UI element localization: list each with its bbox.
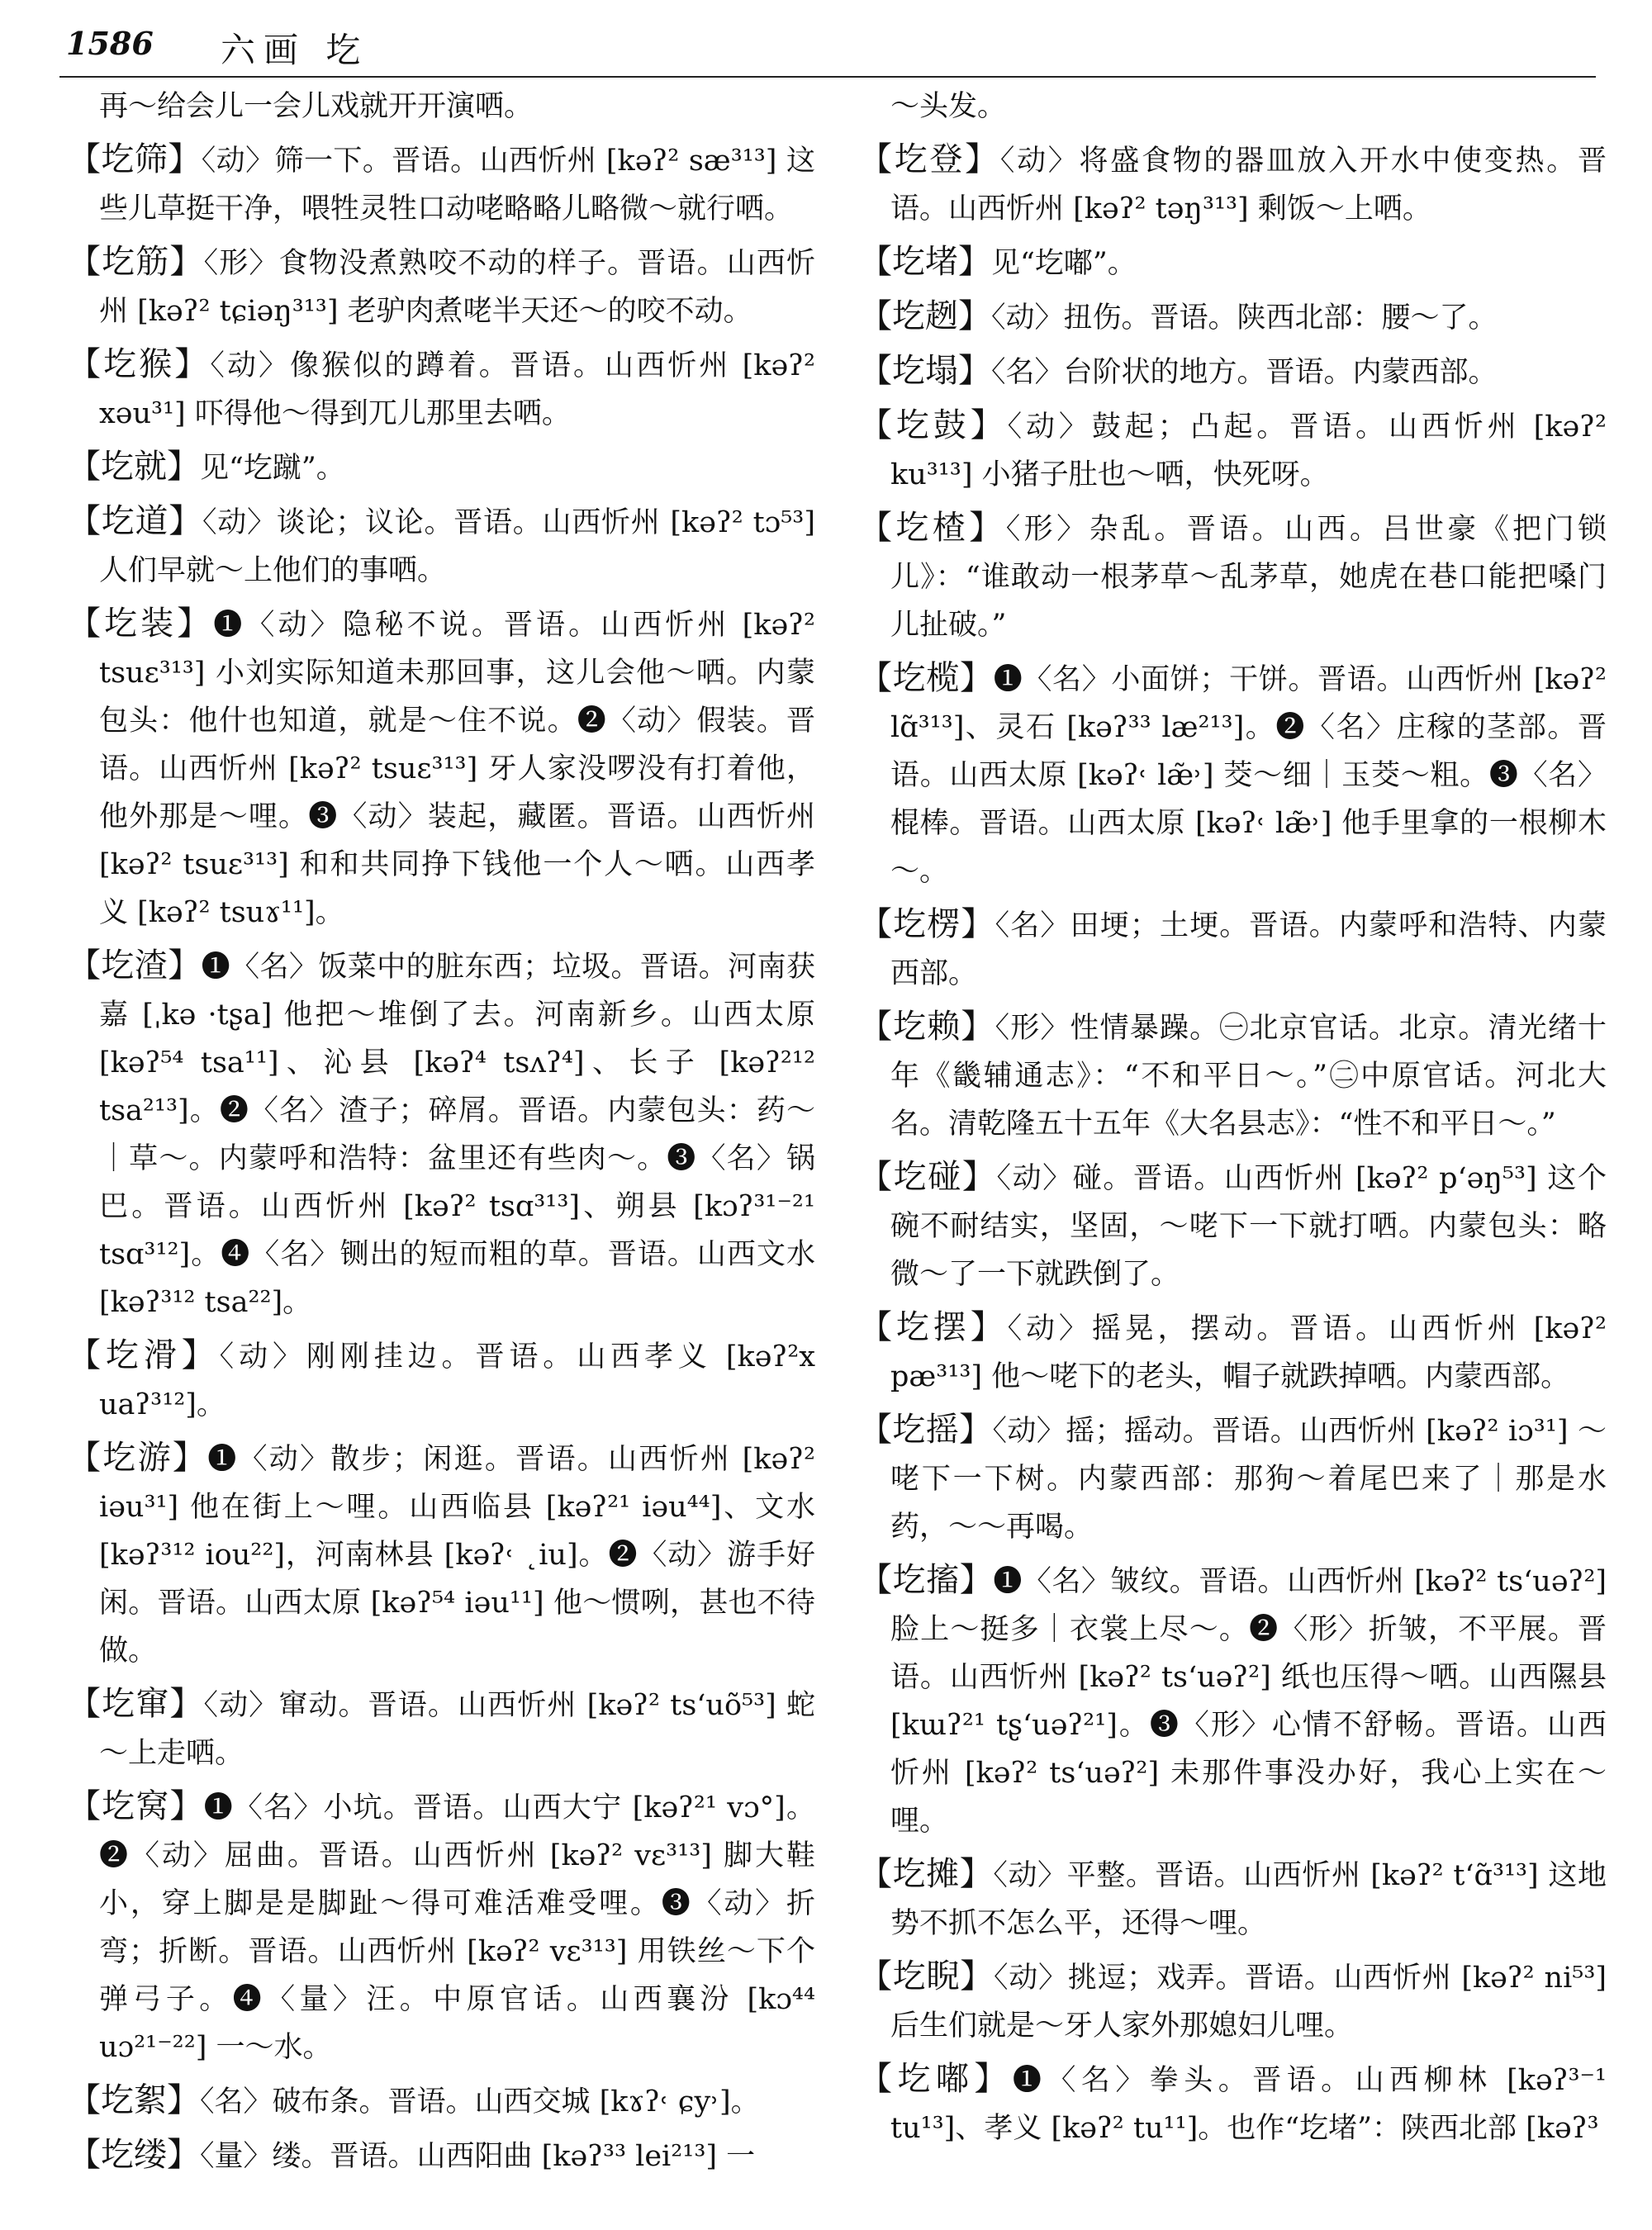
entry-definition: 〈名〉田埂；土埂。晋语。内蒙呼和浩特、内蒙西部。	[890, 909, 1607, 990]
left-column	[68, 83, 815, 2213]
entry-headword: 【圪塌】	[859, 352, 991, 390]
entry-definition: 〈名〉破布条。晋语。山西交城 [kɤʔ˓ ɕy˒]。	[200, 2085, 760, 2118]
entry-headword: 【圪装】	[68, 605, 214, 643]
entry-definition: 〈形〉性情暴躁。㊀北京官话。北京。清光绪十年《畿辅通志》：“不和平日～。”㊁中原官话。河北大名。清乾隆五十五年《大名县志》：“性不和平日～。”	[890, 1012, 1607, 1141]
dictionary-entry	[68, 2131, 815, 2180]
entry-headword: 【圪游】	[68, 1439, 208, 1477]
entry-definition: 〈动〉窜动。晋语。山西忻州 [kəʔ² tsʻuõ⁵³] 蛇～上走哂。	[99, 1689, 815, 1770]
entry-headword: 【圪窝】	[68, 1787, 204, 1825]
dictionary-entry	[859, 2055, 1607, 2152]
dictionary-entry	[68, 340, 815, 438]
entry-definition: 〈动〉摇；摇动。晋语。山西忻州 [kəʔ² iɔ³¹] ～咾下一下树。内蒙西部：那狗～着尾巴来了｜那是水药，～～再喝。	[890, 1415, 1607, 1544]
page-number: 1586	[66, 25, 154, 62]
entry-definition: 〈动〉平整。晋语。山西忻州 [kəʔ² tʻɑ̃³¹³] 这地势不抓不怎么平，还得～哩。	[890, 1859, 1607, 1940]
entry-headword: 【圪堵】	[859, 243, 991, 281]
dictionary-entry	[68, 600, 815, 937]
dictionary-entry	[68, 83, 815, 130]
dictionary-entry	[68, 2076, 815, 2126]
entry-definition: 〈动〉谈论；议论。晋语。山西忻州 [kəʔ² tɔ⁵³] 人们早就～上他们的事哂。	[99, 506, 815, 587]
page-header	[59, 23, 1596, 74]
entry-headword: 【圪睨】	[859, 1957, 994, 1995]
entry-definition: 〈形〉食物没煮熟咬不动的样子。晋语。山西忻州 [kəʔ² tɕiəŋ³¹³] 老驴肉煮咾半天还～的咬不动。	[99, 247, 815, 328]
entry-definition: 〈动〉像猴似的蹲着。晋语。山西忻州 [kəʔ² xəu³¹] 吓得他～得到兀儿那里去哂。	[99, 349, 815, 430]
header-rule	[59, 76, 1596, 78]
dictionary-entry	[859, 1003, 1607, 1148]
entry-headword: 【圪鼓】	[859, 406, 1008, 444]
entry-headword: 【圪渣】	[68, 947, 202, 985]
dictionary-entry	[68, 1782, 815, 2071]
entry-headword: 【圪楞】	[859, 905, 995, 943]
entry-headword: 【圪缕】	[68, 2136, 200, 2174]
entry-definition: 见“圪蹴”。	[200, 452, 345, 485]
dictionary-entry	[859, 1406, 1607, 1551]
dictionary-entry	[859, 1952, 1607, 2050]
entry-headword: 【圪碰】	[859, 1158, 997, 1196]
dictionary-entry	[859, 900, 1607, 998]
entry-definition: 〈量〉缕。晋语。山西阳曲 [kəʔ³³ lei²¹³] 一	[200, 2140, 756, 2173]
entry-definition: 〈动〉碰。晋语。山西忻州 [kəʔ² pʻəŋ⁵³] 这个碗不耐结实，坚固，～咾下一下就打哂。内蒙包头：略微～了一下就跌倒了。	[890, 1162, 1607, 1291]
entry-definition: 〈形〉杂乱。晋语。山西。吕世豪《把门锁儿》：“谁敢动一根茅草～乱茅草，她虎在巷口能把嗓门儿扯破。”	[890, 513, 1607, 642]
entry-definition: ❶〈名〉皱纹。晋语。山西忻州 [kəʔ² tsʻuəʔ²] 脸上～挺多｜衣裳上尽～。❷〈形〉折皱，不平展。晋语。山西忻州 [kəʔ² tsʻuəʔ²] 纸也压得～哂。山西隰县 [kɯʔ²¹ tʂʻuəʔ²¹]。❸〈形〉心情不舒畅。晋语。山西忻州 [kəʔ² tsʻuəʔ²] 未那件事没办好，我心上实在～哩。	[890, 1565, 1607, 1838]
entry-headword: 【圪筋】	[68, 243, 204, 281]
entry-definition: ❶〈动〉隐秘不说。晋语。山西忻州 [kəʔ² tsuɛ³¹³] 小刘实际知道未那回事，这儿会他～哂。内蒙包头：他什也知道，就是～住不说。❷〈动〉假装。晋语。山西忻州 [kəʔ² tsuɛ³¹³] 牙人家没啰没有打着他，他外那是～哩。❸〈动〉装起，藏匿。晋语。山西忻州 [kəʔ² tsuɛ³¹³] 和和共同挣下钱他一个人～哂。山西孝义 [kəʔ² tsuɤ¹¹]。	[99, 609, 815, 929]
dictionary-entry	[859, 83, 1607, 130]
dictionary-entry	[859, 135, 1607, 233]
entry-headword: 【圪榄】	[859, 659, 994, 697]
entry-headword: 【圪滑】	[68, 1336, 220, 1374]
entry-definition: 〈动〉挑逗；戏弄。晋语。山西忻州 [kəʔ² ni⁵³] 后生们就是～牙人家外那媳妇儿哩。	[890, 1962, 1607, 2043]
entry-definition: ～头发。	[890, 90, 1007, 123]
entry-headword: 【圪摊】	[859, 1855, 994, 1893]
dictionary-entry	[859, 1303, 1607, 1401]
entry-headword: 【圪窜】	[68, 1685, 204, 1723]
entry-definition: 〈动〉刚刚挂边。晋语。山西孝义 [kəʔ²x uaʔ³¹²]。	[99, 1340, 815, 1421]
dictionary-entry	[68, 1434, 815, 1675]
right-column	[859, 83, 1607, 2213]
dictionary-entry	[859, 238, 1607, 287]
dictionary-entry	[859, 654, 1607, 895]
dictionary-entry	[859, 1153, 1607, 1298]
entry-definition: ❶〈名〉小面饼；干饼。晋语。山西忻州 [kəʔ² lɑ̃³¹³]、灵石 [kəʔ³³ læ²¹³]。❷〈名〉庄稼的茎部。晋语。山西太原 [kəʔ˓ læ̃˒] 茭～细｜玉茭～粗。❸〈名〉棍棒。晋语。山西太原 [kəʔ˓ læ̃˒] 他手里拿的一根柳木～。	[890, 663, 1607, 888]
entry-definition: 〈动〉将盛食物的器皿放入开水中使变热。晋语。山西忻州 [kəʔ² təŋ³¹³] 剩饭～上哂。	[890, 145, 1607, 225]
entry-definition: 〈动〉鼓起；凸起。晋语。山西忻州 [kəʔ² ku³¹³] 小猪子肚也～哂，快死呀。	[890, 410, 1607, 491]
dictionary-entry	[68, 497, 815, 595]
dictionary-entry	[859, 1556, 1607, 1845]
entry-definition: ❶〈名〉拳头。晋语。山西柳林 [kəʔ³⁻¹ tu¹³]、孝义 [kəʔ² tu¹¹]。也作“圪堵”：陕西北部 [kəʔ³	[890, 2064, 1607, 2145]
entry-definition: ❶〈动〉散步；闲逛。晋语。山西忻州 [kəʔ² iəu³¹] 他在街上～哩。山西临县 [kəʔ²¹ iəu⁴⁴]、文水 [kəʔ³¹² iou²²]，河南林县 [kəʔ˓ ˛iu]。❷〈动〉游手好闲。晋语。山西太原 [kəʔ⁵⁴ iəu¹¹] 他～惯咧，甚也不待做。	[99, 1443, 815, 1668]
entry-definition: 〈名〉台阶状的地方。晋语。内蒙西部。	[991, 356, 1498, 389]
entry-headword: 【圪嘟】	[859, 2060, 1013, 2098]
entry-headword: 【圪搐】	[859, 1561, 994, 1599]
dictionary-entry	[68, 135, 815, 233]
entry-headword: 【圪絮】	[68, 2081, 200, 2119]
dictionary-entry	[68, 1680, 815, 1777]
entry-headword: 【圪赖】	[859, 1008, 995, 1046]
section-title: 六画 圪	[221, 30, 369, 70]
entry-headword: 【圪楂】	[859, 509, 1006, 547]
entry-headword: 【圪登】	[859, 140, 1000, 178]
entry-headword: 【圪猴】	[68, 345, 211, 383]
entry-headword: 【圪筛】	[68, 140, 202, 178]
dictionary-entry	[68, 443, 815, 492]
dictionary-entry	[68, 238, 815, 335]
entry-headword: 【圪摇】	[859, 1411, 993, 1449]
dictionary-entry	[859, 504, 1607, 649]
dictionary-entry	[859, 1850, 1607, 1948]
dictionary-entry	[859, 292, 1607, 342]
entry-definition: 〈动〉扭伤。晋语。陕西北部：腰～了。	[991, 301, 1498, 334]
entry-definition: ❶〈名〉小坑。晋语。山西大宁 [kəʔ²¹ vɔ°]。❷〈动〉屈曲。晋语。山西忻州 [kəʔ² vɛ³¹³] 脚大鞋小，穿上脚是是脚趾～得可难活难受哩。❸〈动〉折弯；折断。晋语。山西忻州 [kəʔ² vɛ³¹³] 用铁丝～下个弹弓子。❹〈量〉汪。中原官话。山西襄汾 [kɔ⁴⁴ uɔ²¹⁻²²] 一～水。	[99, 1791, 815, 2064]
entry-headword: 【圪就】	[68, 448, 200, 486]
entry-headword: 【圪趔】	[859, 297, 991, 335]
entry-definition: 〈动〉摇晃，摆动。晋语。山西忻州 [kəʔ² pæ³¹³] 他～咾下的老头，帽子就跌掉哂。内蒙西部。	[890, 1312, 1607, 1393]
entry-headword: 【圪摆】	[859, 1308, 1008, 1346]
entry-definition: 〈动〉筛一下。晋语。山西忻州 [kəʔ² sæ³¹³] 这些儿草挺干净，喂牲灵牲口动咾略略儿略微～就行哂。	[99, 145, 815, 225]
dictionary-entry	[859, 401, 1607, 499]
entry-headword: 【圪道】	[68, 502, 202, 540]
entry-definition: 再～给会儿一会儿戏就开开演哂。	[99, 90, 534, 123]
dictionary-entry	[859, 347, 1607, 396]
entry-definition: 见“圪嘟”。	[991, 247, 1137, 280]
entry-definition: ❶〈名〉饭菜中的脏东西；垃圾。晋语。河南获嘉 [ˌkə ·tʂa] 他把～堆倒了去。河南新乡。山西太原 [kəʔ⁵⁴ tsa¹¹]、沁县 [kəʔ⁴ tsʌʔ⁴]、长子 [kəʔ²¹² tsa²¹³]。❷〈名〉渣子；碎屑。晋语。内蒙包头：药～｜草～。内蒙呼和浩特：盆里还有些肉～。❸〈名〉锅巴。晋语。山西忻州 [kəʔ² tsɑ³¹³]、朔县 [kɔʔ³¹⁻²¹ tsɑ³¹²]。❹〈名〉铡出的短而粗的草。晋语。山西文水 [kəʔ³¹² tsa²²]。	[99, 951, 815, 1319]
dictionary-entry	[68, 942, 815, 1326]
dictionary-entry	[68, 1331, 815, 1429]
